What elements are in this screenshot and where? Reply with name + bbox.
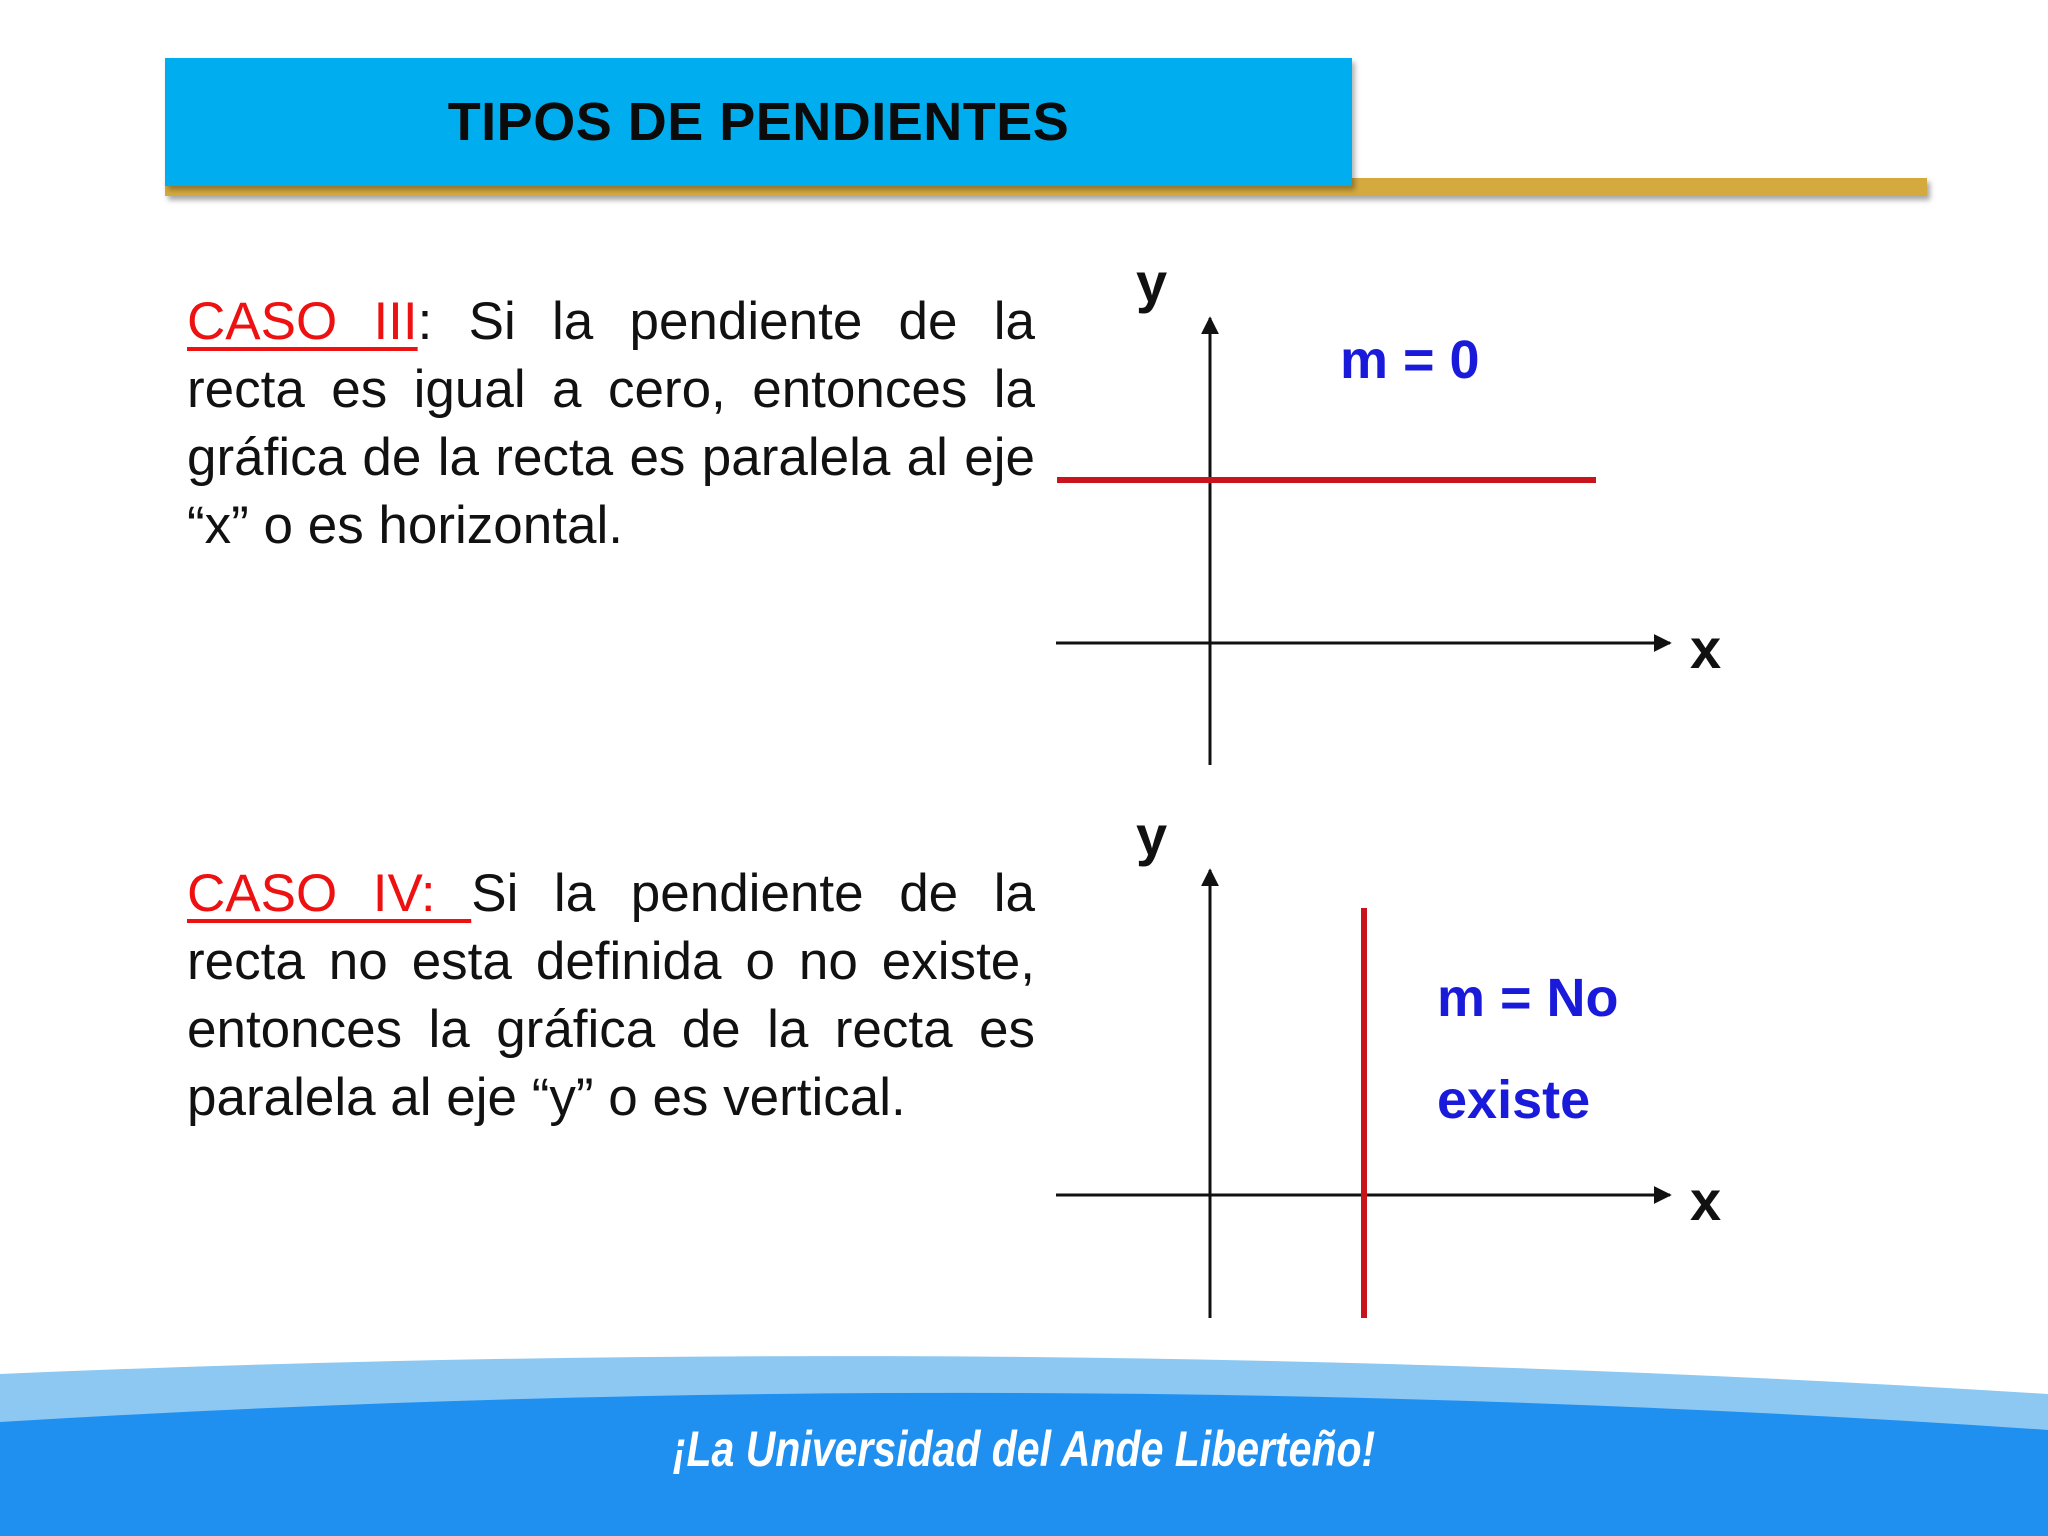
graph-3-slope-label: m = 0 (1340, 330, 1480, 390)
graph-vertical-line (1056, 804, 1721, 1318)
case-3-text: Si la pendiente de la recta es igual a cero, entonces la gráfica de la recta es paralela al eje “x” o es horizontal. (187, 292, 1035, 555)
case-3-label: CASO III (187, 292, 418, 351)
case-3-separator: : (417, 292, 433, 351)
footer-slogan: ¡La Universidad del Ande Liberteño! (672, 1421, 1376, 1477)
graph-4-slope-label-line-2: existe (1437, 1070, 1591, 1130)
graph-3-y-label: y (1136, 251, 1168, 314)
graph-horizontal-line (1056, 251, 1721, 765)
page-title: TIPOS DE PENDIENTES (447, 92, 1070, 152)
graph-4-slope-label-line-1: m = No (1437, 968, 1619, 1028)
graph-3-x-label: x (1690, 617, 1722, 680)
case-4-text: Si la pendiente de la recta no esta definida o no existe, entonces la gráfica de la recta es paralela al eje “y” o es vertical. (187, 864, 1035, 1127)
graph-4-y-label: y (1136, 804, 1168, 867)
graph-4-x-label: x (1690, 1169, 1722, 1232)
case-4-label: CASO IV: (187, 864, 472, 923)
